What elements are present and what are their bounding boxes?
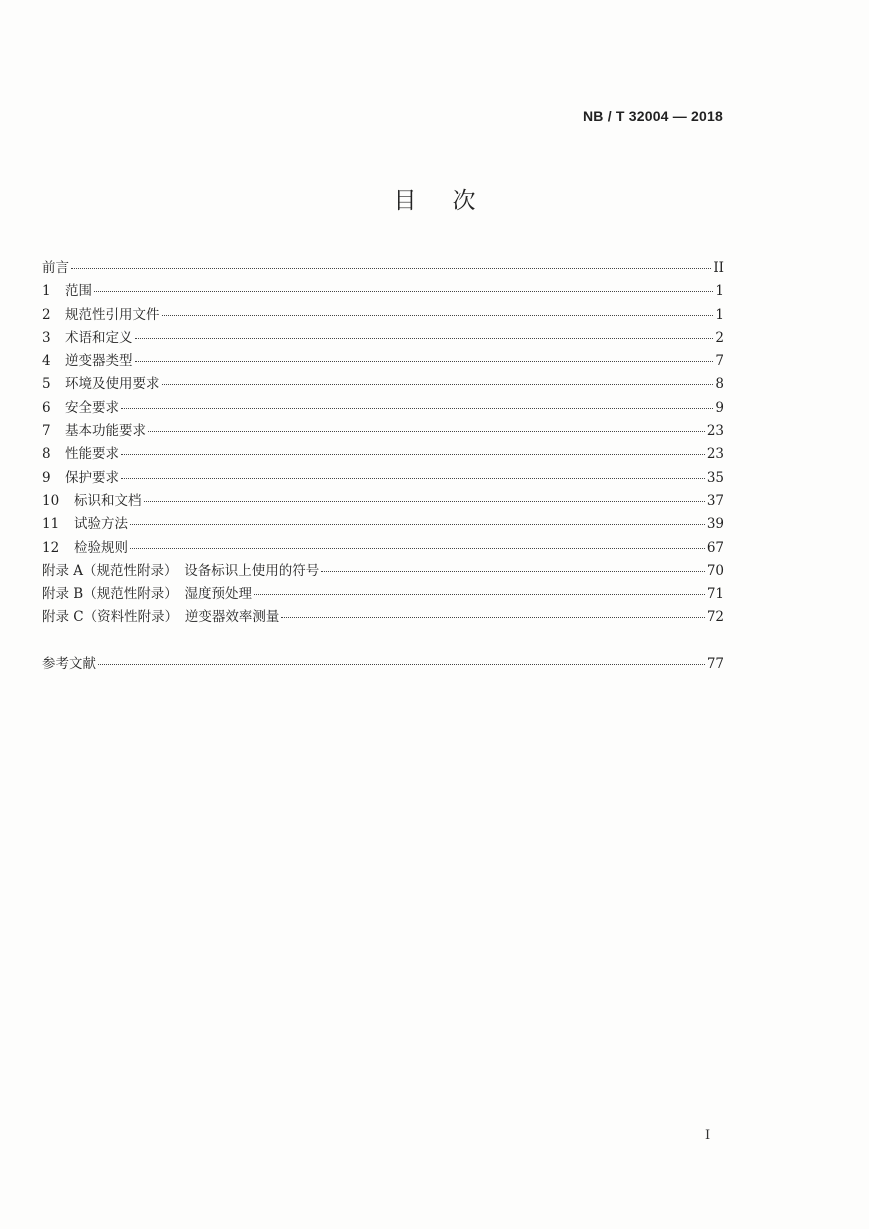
toc-entry[interactable] [42,583,724,606]
toc-entry[interactable] [42,304,724,327]
toc-number: 3 [42,329,51,346]
toc-label: 范围 [65,283,92,300]
toc-page-number: 7 [715,353,724,370]
toc-page-number: 39 [706,516,724,533]
toc-page-number: 37 [706,492,724,509]
dot-leader [94,290,713,292]
dot-leader [144,500,705,502]
toc-label: 性能要求 [65,446,119,463]
toc-label: 术语和定义 [65,329,133,346]
dot-leader [162,314,714,316]
toc-number: 11 [42,516,60,533]
toc-entry[interactable] [42,327,724,350]
toc-number: 2 [42,306,51,323]
toc-entry[interactable] [42,537,724,560]
toc-entry[interactable] [42,350,724,373]
table-of-contents [42,257,724,676]
toc-page-number: 70 [706,562,724,579]
toc-entry[interactable] [42,373,724,396]
toc-number: 4 [42,353,51,370]
toc-entry[interactable] [42,443,724,466]
toc-entry[interactable] [42,560,724,583]
toc-label: 附录 A（规范性附录） 设备标识上使用的符号 [42,562,320,579]
toc-label: 前言 [42,260,69,276]
toc-entry[interactable] [42,490,724,513]
toc-page-number: 9 [715,399,724,416]
toc-label: 附录 B（规范性附录） 湿度预处理 [42,586,252,603]
toc-page-number: II [713,260,724,276]
toc-label: 检验规则 [74,539,128,556]
dot-leader [281,616,704,618]
toc-label: 环境及使用要求 [65,376,160,393]
dot-leader [254,593,705,595]
toc-number: 8 [42,446,51,463]
toc-label: 参考文献 [42,655,96,672]
toc-entry[interactable] [42,397,724,420]
toc-entry[interactable] [42,257,724,280]
dot-leader [130,523,705,525]
toc-page-number: 35 [706,469,724,486]
dot-leader [121,477,705,479]
toc-number: 1 [42,283,51,300]
dot-leader [321,570,705,572]
toc-page-number: 23 [706,446,724,463]
toc-page-number: 71 [706,586,724,603]
toc-page-number: 1 [715,306,724,323]
dot-leader [135,360,714,362]
toc-number: 12 [42,539,60,556]
toc-entry[interactable] [42,420,724,443]
dot-leader [121,407,713,409]
page-number: I [705,1128,711,1143]
toc-entry[interactable] [42,606,724,629]
page-title: 目次 [393,188,512,214]
toc-entry[interactable] [42,513,724,536]
dot-leader [130,547,705,549]
toc-page-number: 72 [706,609,724,626]
dot-leader [162,383,714,385]
dot-leader [148,430,705,432]
dot-leader [135,337,714,339]
toc-entry[interactable] [42,653,724,676]
toc-page-number: 77 [706,655,724,672]
toc-label: 保护要求 [65,469,119,486]
toc-number: 6 [42,399,51,416]
toc-label: 规范性引用文件 [65,306,160,323]
toc-number: 7 [42,423,51,440]
toc-label: 基本功能要求 [65,423,146,440]
toc-page-number: 23 [706,423,724,440]
toc-label: 逆变器类型 [65,353,133,370]
toc-label: 附录 C（资料性附录） 逆变器效率测量 [42,609,280,626]
toc-page-number: 2 [715,329,724,346]
toc-label: 安全要求 [65,399,119,416]
dot-leader [121,453,705,455]
dot-leader [98,663,705,665]
toc-page-number: 8 [715,376,724,393]
toc-number: 10 [42,492,60,509]
dot-leader [71,267,711,269]
toc-page-number: 67 [706,539,724,556]
toc-number: 5 [42,376,51,393]
standard-code: NB / T 32004 — 2018 [583,108,723,124]
toc-label: 试验方法 [74,516,128,533]
toc-entry[interactable] [42,467,724,490]
toc-page-number: 1 [715,283,724,300]
toc-entry[interactable] [42,280,724,303]
toc-number: 9 [42,469,51,486]
toc-label: 标识和文档 [74,492,142,509]
